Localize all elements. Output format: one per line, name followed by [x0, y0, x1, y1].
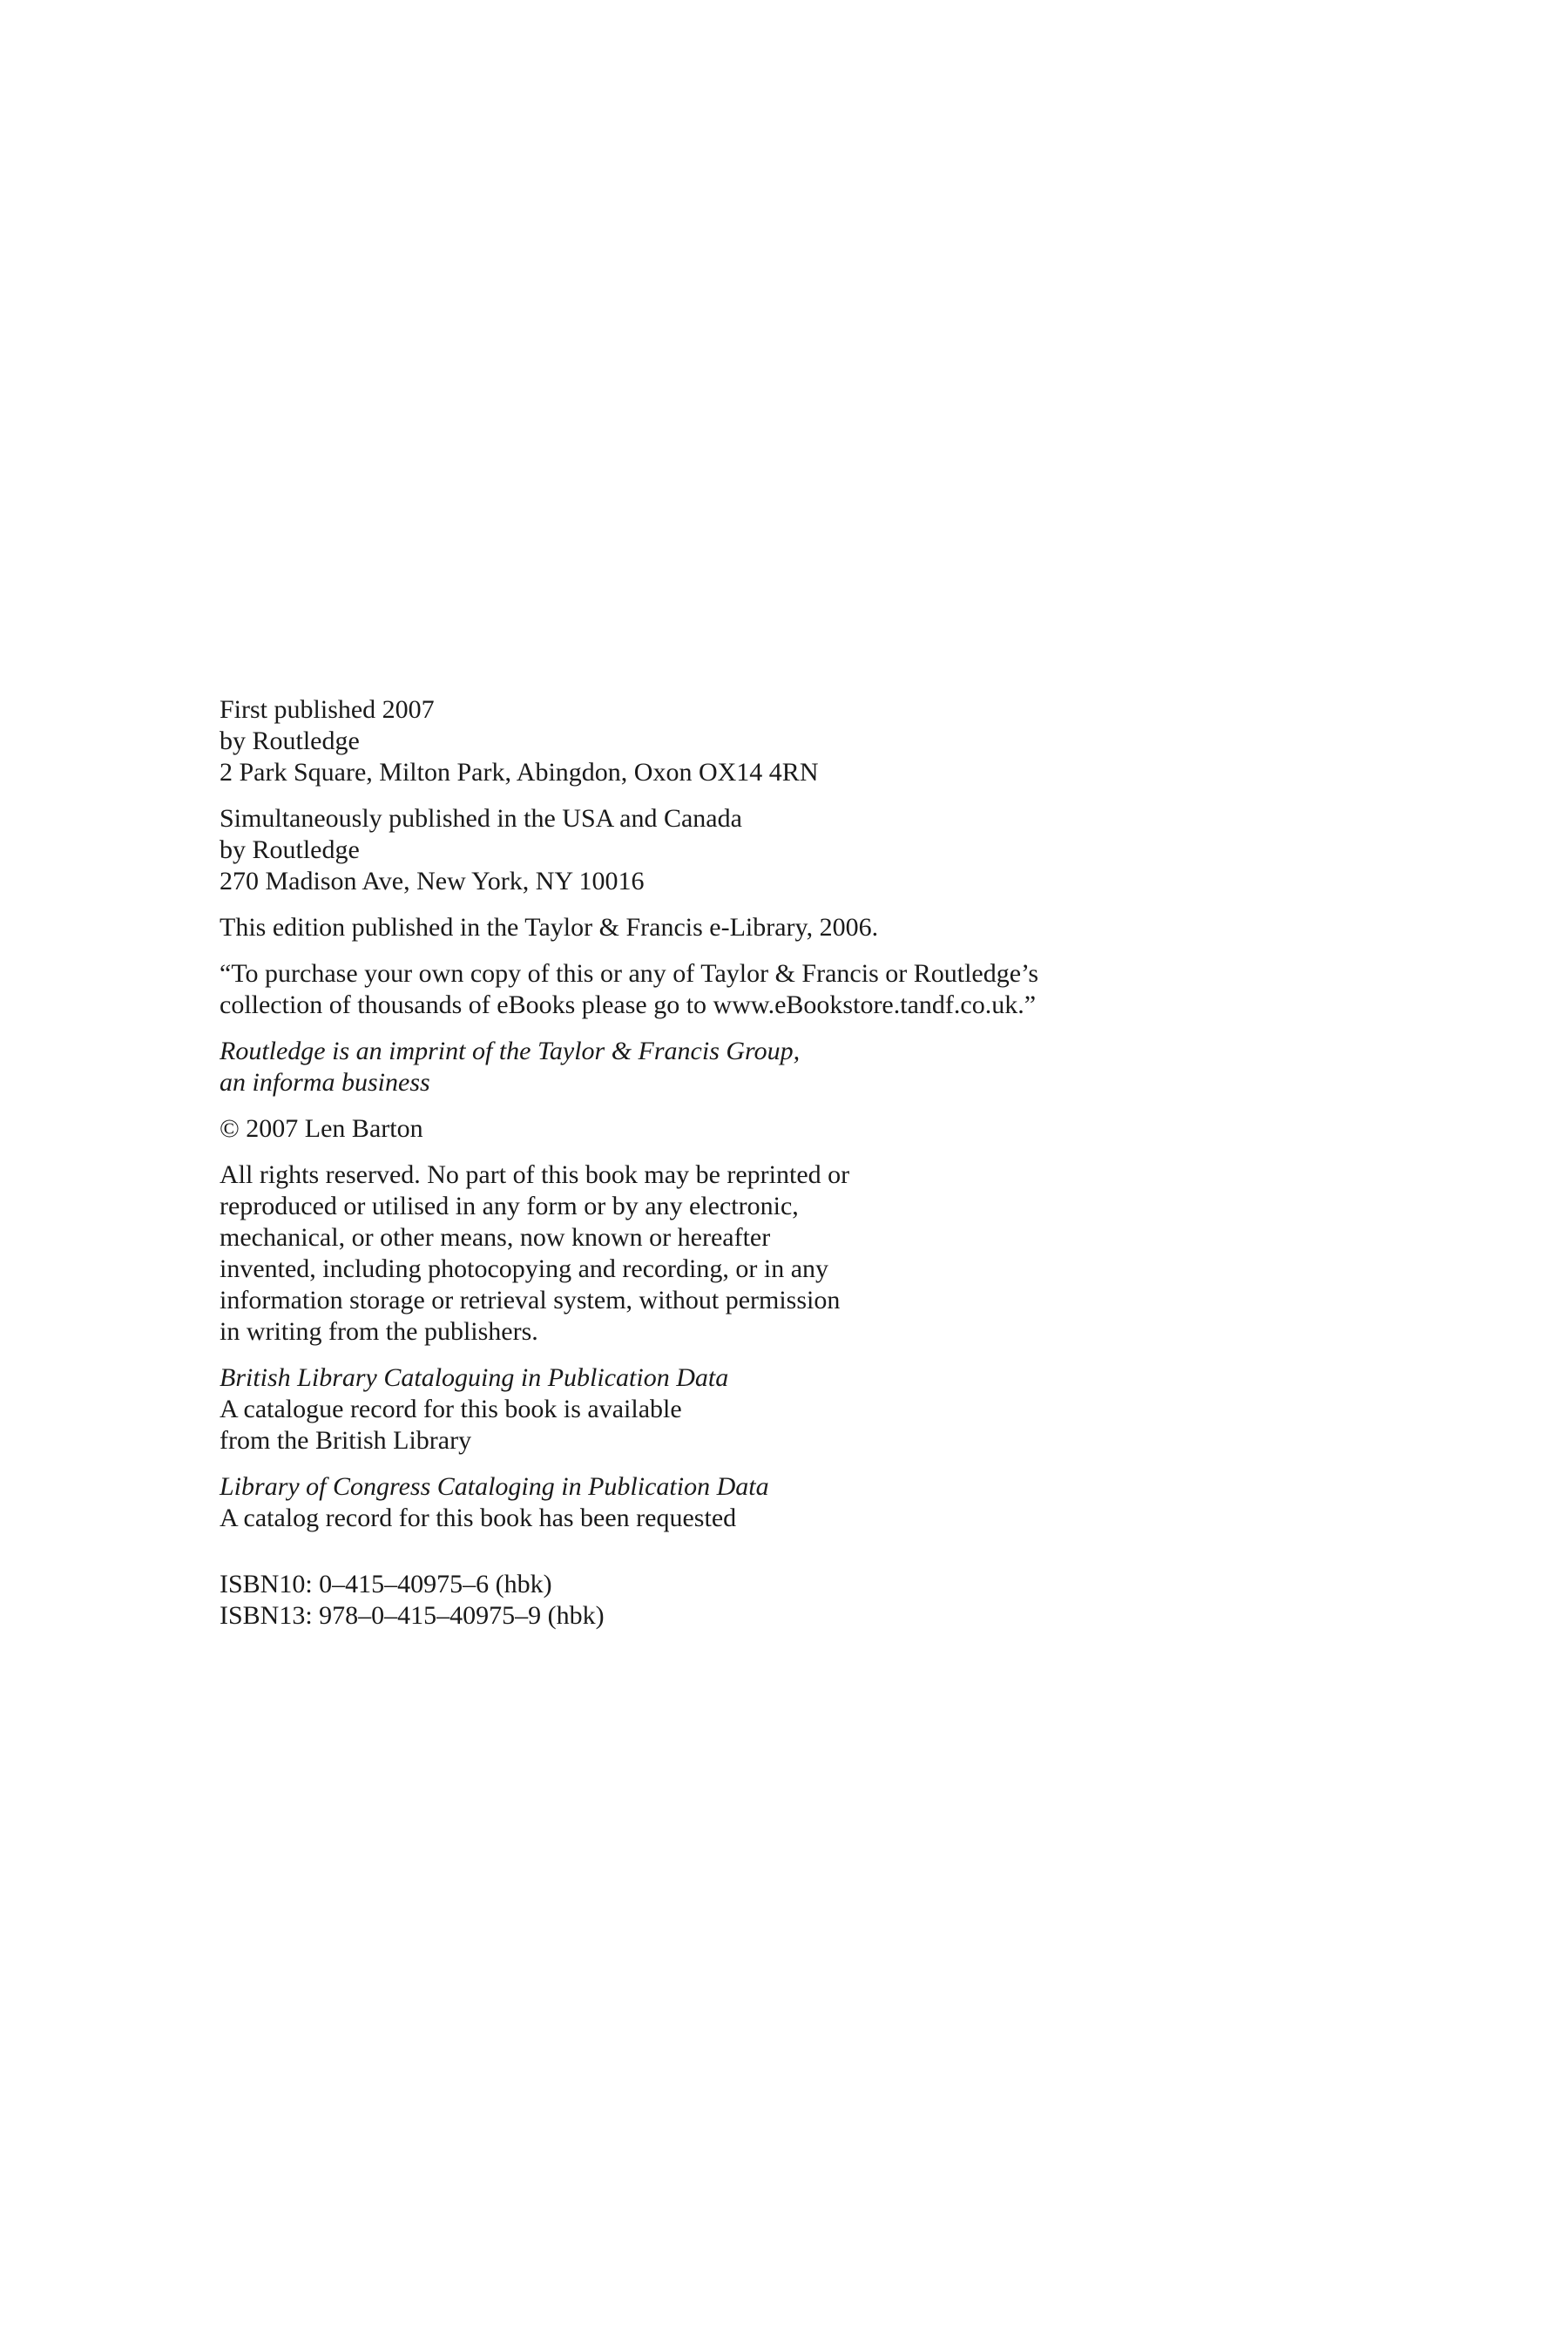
purchase-note-line: “To purchase your own copy of this or any of Taylor & Francis or Routledge’s: [220, 959, 1039, 988]
rights-line: reproduced or utilised in any form or by any electronic,: [220, 1192, 799, 1220]
isbn10-line: ISBN10: 0–415–40975–6 (hbk): [220, 1570, 552, 1598]
british-library-block: [220, 1362, 1352, 1456]
copyright-page-imprint: [220, 694, 1352, 1646]
british-library-line: from the British Library: [220, 1426, 472, 1455]
british-library-heading: British Library Cataloguing in Publication Data: [220, 1363, 729, 1392]
library-of-congress-heading: Library of Congress Cataloging in Publication Data: [220, 1472, 769, 1501]
publisher-line: by Routledge: [220, 835, 360, 864]
rights-line: invented, including photocopying and recording, or in any: [220, 1254, 829, 1283]
ebook-edition-block: [220, 912, 1352, 943]
purchase-note-block: [220, 958, 1352, 1021]
uk-address-line: 2 Park Square, Milton Park, Abingdon, Oxon OX14 4RN: [220, 758, 819, 787]
copyright-line: © 2007 Len Barton: [220, 1114, 423, 1143]
first-publication-block: [220, 694, 1352, 788]
imprint-statement-line: Routledge is an imprint of the Taylor & Francis Group,: [220, 1037, 801, 1065]
us-address-line: 270 Madison Ave, New York, NY 10016: [220, 867, 645, 896]
copyright-block: [220, 1113, 1352, 1145]
publisher-line: by Routledge: [220, 727, 360, 755]
rights-line: All rights reserved. No part of this book may be reprinted or: [220, 1160, 850, 1189]
british-library-line: A catalogue record for this book is available: [220, 1395, 682, 1423]
rights-line: mechanical, or other means, now known or hereafter: [220, 1223, 771, 1252]
imprint-statement-block: [220, 1036, 1352, 1098]
library-of-congress-block: [220, 1471, 1352, 1534]
rights-block: [220, 1159, 1352, 1348]
purchase-note-line: collection of thousands of eBooks please go to www.eBookstore.tandf.co.uk.”: [220, 990, 1037, 1019]
first-published-line: First published 2007: [220, 695, 435, 724]
usa-publication-block: [220, 803, 1352, 897]
imprint-statement-line: an informa business: [220, 1068, 430, 1097]
isbn13-line: ISBN13: 978–0–415–40975–9 (hbk): [220, 1601, 605, 1630]
library-of-congress-line: A catalog record for this book has been requested: [220, 1504, 737, 1532]
isbn-block: [220, 1569, 1352, 1632]
ebook-edition-line: This edition published in the Taylor & Francis e-Library, 2006.: [220, 913, 879, 942]
usa-canada-line: Simultaneously published in the USA and Canada: [220, 804, 742, 833]
rights-line: in writing from the publishers.: [220, 1317, 538, 1346]
rights-line: information storage or retrieval system, without permission: [220, 1286, 841, 1315]
